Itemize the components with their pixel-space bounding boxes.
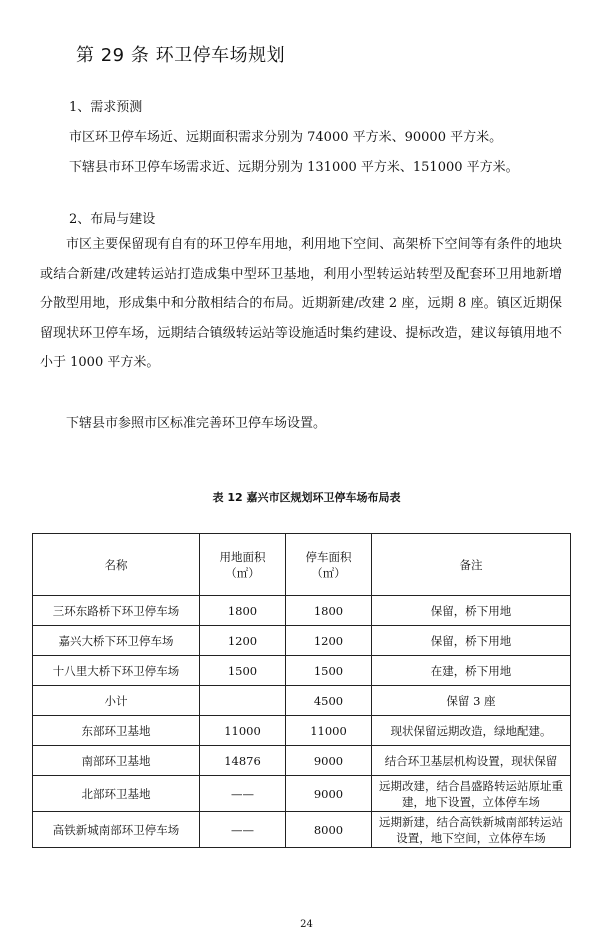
- section1-line1: 市区环卫停车场近、远期面积需求分别为 74000 平方米、90000 平方米。: [69, 130, 503, 145]
- cell-note: 保留，桥下用地: [372, 596, 571, 626]
- cell-land-area: 11000: [200, 716, 286, 746]
- page-number: 24: [300, 919, 313, 930]
- section2-title: 2、布局与建设: [69, 212, 156, 227]
- table-row: [33, 716, 571, 746]
- header-land-area: [200, 534, 286, 596]
- section2-para2: 下辖县市参照市区标准完善环卫停车场设置。: [66, 416, 327, 431]
- cell-note: 现状保留远期改造，绿地配建。: [372, 716, 571, 746]
- cell-name: 十八里大桥下环卫停车场: [33, 656, 200, 686]
- table-row: [33, 626, 571, 656]
- table-row: [33, 776, 571, 812]
- cell-note: 在建，桥下用地: [372, 656, 571, 686]
- cell-land-area: ——: [200, 812, 286, 848]
- cell-parking-area: 1500: [286, 656, 372, 686]
- table-row: [33, 746, 571, 776]
- cell-note: 保留，桥下用地: [372, 626, 571, 656]
- table-row: [33, 656, 571, 686]
- cell-land-area: 1800: [200, 596, 286, 626]
- header-note: 备注: [372, 534, 571, 596]
- cell-name: 嘉兴大桥下环卫停车场: [33, 626, 200, 656]
- header-land-area-label: 用地面积: [219, 549, 266, 564]
- cell-note: 结合环卫基层机构设置，现状保留: [372, 746, 571, 776]
- cell-parking-area: 4500: [286, 686, 372, 716]
- cell-parking-area: 1200: [286, 626, 372, 656]
- header-parking-area-label: 停车面积: [305, 549, 352, 564]
- cell-name: 南部环卫基地: [33, 746, 200, 776]
- cell-parking-area: 8000: [286, 812, 372, 848]
- section2-para1: 市区主要保留现有自有的环卫停车用地，利用地下空间、高架桥下空间等有条件的地块或结合新建/改建转运站打造成集中型环卫基地，利用小型转运站转型及配套环卫用地新增分散型用地，形成集中和分散相结合的布局。近期新建/改建 2 座，远期 8 座。镇区近期保留现状环卫停车场，远期结合镇级转运站等设施适时集约建设、提标改造，建议每镇用地不小于 1000 平方米。: [40, 237, 562, 371]
- article-heading: 第 29 条 环卫停车场规划: [76, 45, 286, 66]
- header-parking-area-unit: （㎡）: [311, 565, 346, 580]
- cell-name: 东部环卫基地: [33, 716, 200, 746]
- header-name: 名称: [33, 534, 200, 596]
- cell-land-area: 1500: [200, 656, 286, 686]
- table-row: [33, 596, 571, 626]
- cell-note: 保留 3 座: [372, 686, 571, 716]
- cell-parking-area: 1800: [286, 596, 372, 626]
- cell-land-area: [200, 686, 286, 716]
- cell-note: 远期改建，结合昌盛路转运站原址重建，地下设置，立体停车场: [372, 776, 571, 812]
- header-land-area-unit: （㎡）: [225, 565, 260, 580]
- cell-land-area: ——: [200, 776, 286, 812]
- cell-parking-area: 11000: [286, 716, 372, 746]
- cell-name: 高铁新城南部环卫停车场: [33, 812, 200, 848]
- cell-note: 远期新建，结合高铁新城南部转运站设置，地下空间，立体停车场: [372, 812, 571, 848]
- table-header-row: [33, 534, 571, 596]
- cell-name: 三环东路桥下环卫停车场: [33, 596, 200, 626]
- cell-land-area: 14876: [200, 746, 286, 776]
- cell-parking-area: 9000: [286, 746, 372, 776]
- cell-parking-area: 9000: [286, 776, 372, 812]
- cell-name: 小计: [33, 686, 200, 716]
- parking-layout-table: [32, 533, 571, 848]
- section1-title: 1、需求预测: [69, 100, 143, 115]
- table-caption: 表 12 嘉兴市区规划环卫停车场布局表: [212, 491, 401, 504]
- cell-name: 北部环卫基地: [33, 776, 200, 812]
- table-row-subtotal: [33, 686, 571, 716]
- table-row: [33, 812, 571, 848]
- cell-land-area: 1200: [200, 626, 286, 656]
- header-parking-area: [286, 534, 372, 596]
- section1-line2: 下辖县市环卫停车场需求近、远期分别为 131000 平方米、151000 平方米。: [69, 160, 519, 175]
